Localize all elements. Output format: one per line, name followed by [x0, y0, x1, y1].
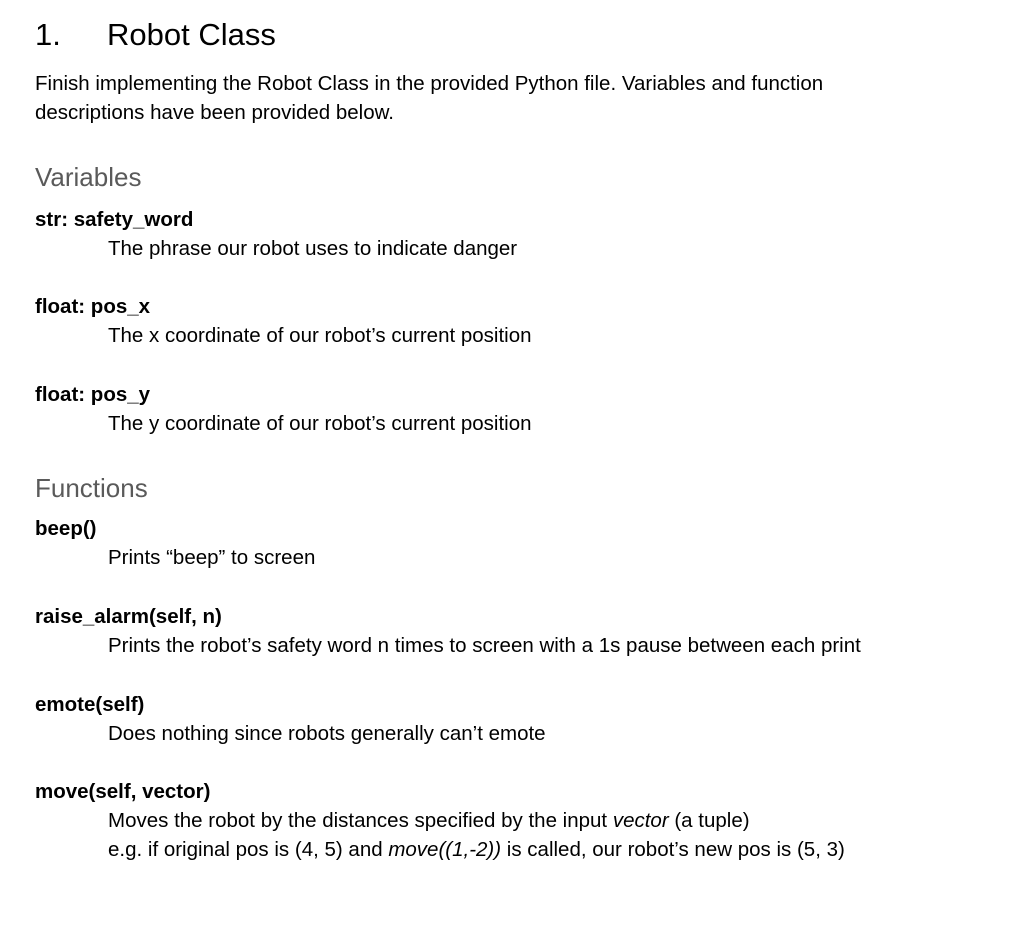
function-example-line — [108, 835, 995, 864]
function-entry-move — [35, 777, 995, 864]
function-entry-beep — [35, 514, 995, 572]
description-text: Moves the robot by the distances specified by the input — [108, 809, 613, 832]
example-italic-text: move((1,-2)) — [388, 838, 502, 861]
function-signature: move(self, vector) — [35, 780, 211, 803]
variables-heading: Variables — [35, 162, 142, 192]
function-description-line — [108, 806, 995, 835]
section-title-text: Robot Class — [107, 17, 276, 52]
variable-entry-pos-y — [35, 380, 995, 438]
variable-description: The phrase our robot uses to indicate danger — [108, 237, 518, 260]
description-italic-text: vector — [612, 809, 669, 832]
variable-description: The y coordinate of our robot’s current position — [108, 412, 532, 435]
function-description: Prints “beep” to screen — [108, 546, 316, 569]
intro-paragraph: Finish implementing the Robot Class in the provided Python file. Variables and function descriptions have been provided below. — [35, 72, 824, 124]
function-description: Prints the robot’s safety word n times to screen with a 1s pause between each print — [108, 634, 861, 657]
function-signature: raise_alarm(self, n) — [35, 605, 222, 628]
function-signature: emote(self) — [35, 693, 145, 716]
functions-heading: Functions — [35, 473, 148, 503]
function-entry-raise-alarm — [35, 602, 995, 660]
variable-name: float: pos_y — [35, 383, 151, 406]
function-signature: beep() — [35, 517, 97, 540]
description-text: (a tuple) — [668, 809, 750, 832]
variable-name: str: safety_word — [35, 208, 194, 231]
variable-entry-pos-x — [35, 292, 995, 350]
example-text: is called, our robot’s new pos is (5, 3) — [501, 838, 845, 861]
section-number: 1. — [35, 17, 61, 52]
variable-entry-safety-word — [35, 205, 995, 263]
function-description: Does nothing since robots generally can’t emote — [108, 722, 546, 745]
function-entry-emote — [35, 690, 995, 748]
example-text: e.g. if original pos is (4, 5) and — [108, 838, 389, 861]
variable-name: float: pos_x — [35, 295, 151, 318]
variable-description: The x coordinate of our robot’s current position — [108, 324, 532, 347]
